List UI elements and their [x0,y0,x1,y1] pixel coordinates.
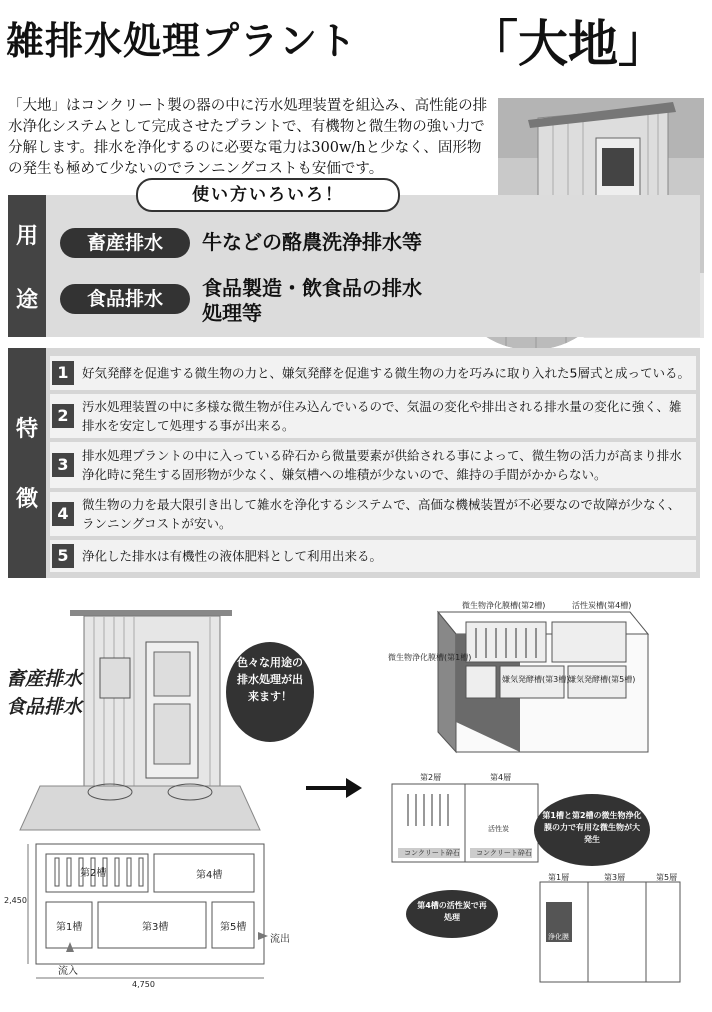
feature-item [50,540,696,572]
plan-width-dimension: 4,750 [132,980,155,989]
section-layer-2: 第2層 [420,773,442,782]
features-side-label: 特 徴 [8,348,46,578]
hand-label-livestock: 畜産排水 [6,668,83,690]
plan-tank-5: 第5槽 [220,922,247,933]
feature-item [50,442,696,488]
feature-number: 2 [52,404,74,428]
iso-label-tank-2: 微生物浄化膜槽(第2槽) [462,601,546,610]
feature-number: 4 [52,502,74,526]
feature-text: 微生物の力を最大限引き出して雑水を浄化するシステムで、高価な機械装置が不必要なので故障が少なく、ランニングコストが安い。 [82,497,681,531]
iso-label-tank-1: 微生物浄化膜槽(第1槽) [388,653,472,662]
use-desc-food: 食品製造・飲食品の排水処理等 [202,276,422,325]
feature-item [50,356,696,390]
feature-number: 1 [52,361,74,385]
section-stone-1: コンクリート砕石 [404,849,460,857]
iso-label-tank-5: 嫌気発酵槽(第5槽) [568,675,636,684]
plan-inflow: 流入 [58,966,78,977]
plan-tank-2: 第2槽 [80,868,107,879]
intro-paragraph: 「大地」はコンクリート製の器の中に汚水処理装置を組込み、高性能の排水浄化システムとして完成させたプラントで、有機物と微生物の強い力で分解します。排水を浄化するのに必要な電力は300w/hと少なく、固形物の発生も極めて少ないのでランニングコストも安価です。 [8,98,488,177]
section-layer-4: 第4層 [490,773,512,782]
hand-label-food: 食品排水 [6,696,83,718]
iso-label-tank-3: 嫌気発酵槽(第3槽) [502,675,570,684]
use-tag-livestock: 畜産排水 [60,228,190,258]
section-layer-3: 第3層 [604,873,626,882]
feature-item [50,492,696,536]
plan-outflow: 流出 [270,934,290,945]
section-bubble-carbon: 第4槽の活性炭で再処理 [417,901,487,922]
feature-text: 排水処理プラントの中に入っている砕石から微量要素が供給される事によって、微生物の活力が高まり排水浄化時に発生する固形物が少なく、嫌気槽への堆積が少ないので、維持の手間がかからない。 [82,448,682,482]
section-carbon: 活性炭 [488,825,509,833]
feature-number: 5 [52,544,74,568]
lower-diagram [0,592,712,1012]
use-tag-food: 食品排水 [60,284,190,314]
feature-number: 3 [52,453,74,477]
use-desc-livestock: 牛などの酪農洗浄排水等 [202,230,422,254]
section-stone-2: コンクリート砕石 [476,849,532,857]
uses-side-label: 用 途 [8,195,46,337]
iso-label-tank-4: 活性炭槽(第4槽) [572,601,632,610]
uses-banner: 使い方いろいろ！ [136,178,400,212]
section-bubble-microbes: 第1槽と第2槽の微生物浄化膜の力で有用な微生物が大発生 [542,811,642,844]
feature-text: 汚水処理装置の中に多様な微生物が住み込んでいるので、気温の変化や排出される排水量の変化に強く、雑排水を安定して処理する事が出来る。 [82,399,682,433]
feature-item [50,394,696,438]
feature-text: 好気発酵を促進する微生物の力と、嫌気発酵を促進する微生物の力を巧みに取り入れた5層式と成っている。 [82,365,690,381]
plan-tank-1: 第1槽 [56,922,83,933]
usage-bubble: 色々な用途の排水処理が出来ます！ [237,656,303,703]
section-layer-1: 第1層 [548,873,570,882]
page-title: 雑排水処理プラント [6,19,358,63]
plan-height-dimension: 2,450 [4,896,27,905]
section-filter: 浄化膜 [548,933,569,941]
building-illustration [20,610,260,830]
plan-tank-3: 第3槽 [142,922,169,933]
brand-title: 「大地」 [468,15,668,73]
plan-tank-4: 第4槽 [196,870,223,881]
section-layer-5: 第5層 [656,873,678,882]
feature-text: 浄化した排水は有機性の液体肥料として利用出来る。 [82,548,383,564]
